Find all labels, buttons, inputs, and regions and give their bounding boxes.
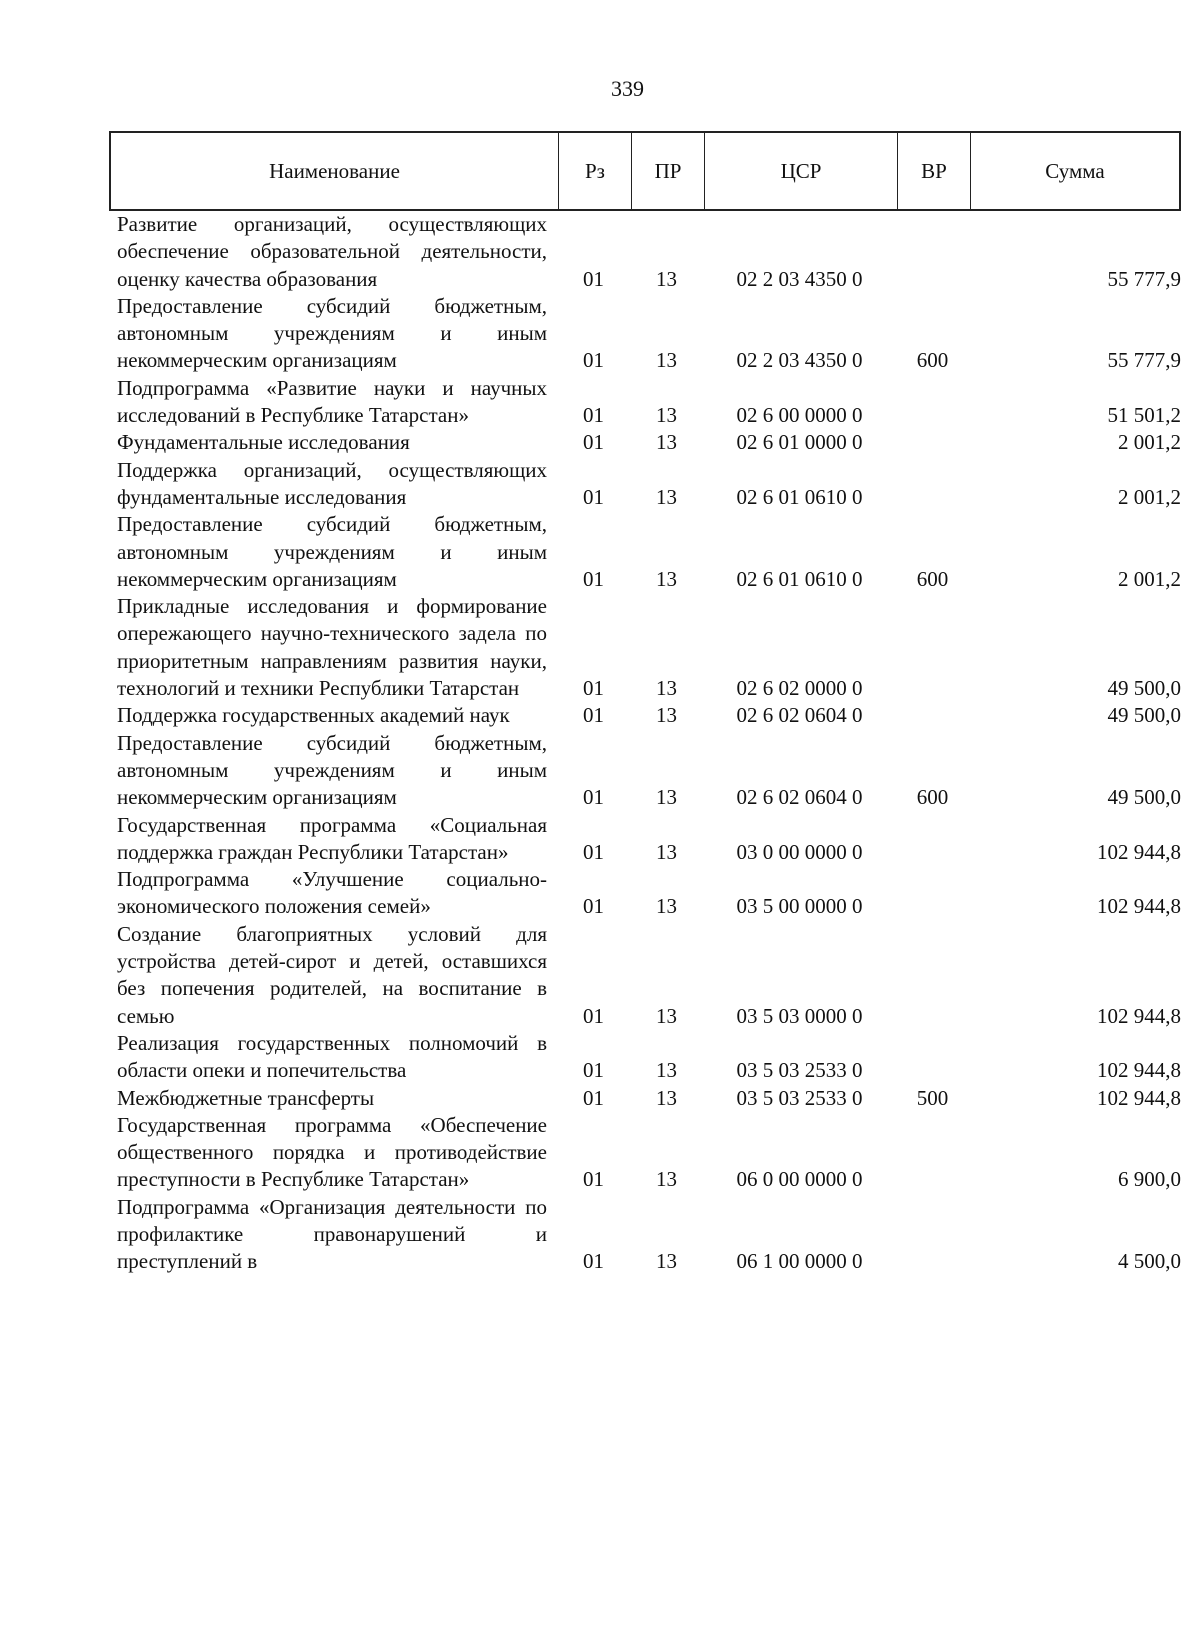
row-csr: 03 0 00 0000 0 [736, 839, 863, 864]
row-sum: 2 001,2 [1118, 430, 1181, 455]
row-sum: 102 944,8 [1097, 839, 1181, 864]
row-pr: 13 [656, 703, 677, 728]
table-row [109, 730, 1181, 812]
row-name: Подпрограмма «Организация деятельности по профилактике правонарушений и преступлений в [117, 1194, 547, 1274]
row-rz: 01 [583, 430, 604, 455]
row-pr: 13 [656, 1167, 677, 1192]
header-pr: ПР [632, 133, 705, 209]
header-vr: ВР [898, 133, 971, 209]
row-csr: 03 5 03 2533 0 [736, 1058, 863, 1083]
row-name: Государственная программа «Обеспечение общественного порядка и противодействие преступности в Республике Татарстан» [117, 1112, 547, 1192]
row-csr: 02 2 03 4350 0 [736, 266, 863, 291]
row-pr: 13 [656, 839, 677, 864]
row-pr: 13 [656, 676, 677, 701]
row-sum: 2 001,2 [1118, 566, 1181, 591]
header-rz: Рз [559, 133, 632, 209]
row-rz: 01 [583, 839, 604, 864]
row-vr: 600 [916, 348, 949, 373]
row-vr: 600 [916, 785, 949, 810]
row-name: Развитие организаций, осуществляющих обеспечение образовательной деятельности, оценку качества образования [117, 212, 547, 291]
table-row [109, 211, 1181, 293]
row-pr: 13 [656, 430, 677, 455]
table-row [109, 293, 1181, 375]
row-sum: 49 500,0 [1107, 785, 1181, 810]
row-name: Реализация государственных полномочий в области опеки и попечительства [117, 1030, 547, 1083]
row-name: Предоставление субсидий бюджетным, автономным учреждениям и иным некоммерческим организациям [117, 730, 547, 810]
row-rz: 01 [583, 1058, 604, 1083]
row-csr: 06 1 00 0000 0 [736, 1249, 863, 1274]
row-pr: 13 [656, 1249, 677, 1274]
row-pr: 13 [656, 484, 677, 509]
row-csr: 02 6 02 0604 0 [736, 703, 863, 728]
row-sum: 102 944,8 [1097, 1003, 1181, 1028]
row-pr: 13 [656, 348, 677, 373]
row-pr: 13 [656, 1058, 677, 1083]
header-name: Наименование [111, 133, 559, 209]
row-pr: 13 [656, 1003, 677, 1028]
table-row [109, 812, 1181, 867]
row-csr: 02 6 02 0604 0 [736, 785, 863, 810]
row-vr: 500 [916, 1085, 949, 1110]
row-csr: 06 0 00 0000 0 [736, 1167, 863, 1192]
row-sum: 55 777,9 [1107, 266, 1181, 291]
row-sum: 4 500,0 [1118, 1249, 1181, 1274]
row-rz: 01 [583, 348, 604, 373]
budget-table [109, 131, 1181, 1276]
row-pr: 13 [656, 403, 677, 428]
row-rz: 01 [583, 894, 604, 919]
row-name: Создание благоприятных условий для устройства детей-сирот и детей, оставшихся без попечения родителей, на воспитание в семью [117, 921, 547, 1028]
row-sum: 2 001,2 [1118, 484, 1181, 509]
table-row [109, 593, 1181, 702]
row-pr: 13 [656, 894, 677, 919]
row-rz: 01 [583, 266, 604, 291]
row-name: Предоставление субсидий бюджетным, автономным учреждениям и иным некоммерческим организациям [117, 293, 547, 373]
row-name: Подпрограмма «Улучшение социально-экономического положения семей» [117, 867, 547, 919]
row-name: Фундаментальные исследования [117, 430, 410, 455]
row-csr: 03 5 03 0000 0 [736, 1003, 863, 1028]
row-name: Межбюджетные трансферты [117, 1085, 375, 1110]
row-rz: 01 [583, 1003, 604, 1028]
row-sum: 6 900,0 [1118, 1167, 1181, 1192]
row-name: Прикладные исследования и формирование опережающего научно-технического задела по приоритетным направлениям развития науки, технологий и техники Республики Татарстан [117, 594, 547, 701]
row-name: Поддержка государственных академий наук [117, 703, 510, 728]
row-sum: 49 500,0 [1107, 676, 1181, 701]
header-csr: ЦСР [705, 133, 898, 209]
row-csr: 02 6 00 0000 0 [736, 403, 863, 428]
row-csr: 02 2 03 4350 0 [736, 348, 863, 373]
row-sum: 102 944,8 [1097, 1058, 1181, 1083]
row-name: Предоставление субсидий бюджетным, автономным учреждениям и иным некоммерческим организациям [117, 512, 547, 591]
row-sum: 102 944,8 [1097, 1085, 1181, 1110]
table-row [109, 511, 1181, 593]
page-number: 339 [611, 76, 644, 101]
row-pr: 13 [656, 785, 677, 810]
table-row [109, 866, 1181, 921]
table-header [109, 131, 1181, 211]
row-rz: 01 [583, 484, 604, 509]
row-rz: 01 [583, 785, 604, 810]
row-rz: 01 [583, 676, 604, 701]
table-body [109, 211, 1181, 1276]
row-csr: 02 6 01 0610 0 [736, 566, 863, 591]
row-sum: 51 501,2 [1107, 403, 1181, 428]
row-pr: 13 [656, 1085, 677, 1110]
row-csr: 02 6 01 0610 0 [736, 484, 863, 509]
table-row [109, 429, 1181, 456]
row-csr: 02 6 01 0000 0 [736, 430, 863, 455]
row-name: Подпрограмма «Развитие науки и научных исследований в Республике Татарстан» [117, 375, 547, 428]
table-row [109, 702, 1181, 729]
table-row [109, 1194, 1181, 1276]
row-pr: 13 [656, 266, 677, 291]
row-pr: 13 [656, 566, 677, 591]
table-row [109, 921, 1181, 1030]
row-csr: 03 5 03 2533 0 [736, 1085, 863, 1110]
row-rz: 01 [583, 703, 604, 728]
row-rz: 01 [583, 1249, 604, 1274]
row-csr: 02 6 02 0000 0 [736, 676, 863, 701]
row-sum: 102 944,8 [1097, 894, 1181, 919]
row-vr: 600 [916, 566, 949, 591]
row-rz: 01 [583, 403, 604, 428]
row-rz: 01 [583, 1167, 604, 1192]
row-rz: 01 [583, 1085, 604, 1110]
row-rz: 01 [583, 566, 604, 591]
table-row [109, 375, 1181, 430]
table-row [109, 1085, 1181, 1112]
row-sum: 55 777,9 [1107, 348, 1181, 373]
header-sum: Сумма [1045, 158, 1105, 183]
table-row [109, 457, 1181, 512]
row-sum: 49 500,0 [1107, 703, 1181, 728]
row-name: Поддержка организаций, осуществляющих фундаментальные исследования [117, 457, 547, 509]
row-name: Государственная программа «Социальная поддержка граждан Республики Татарстан» [117, 812, 547, 864]
table-row [109, 1030, 1181, 1085]
row-csr: 03 5 00 0000 0 [736, 894, 863, 919]
table-row [109, 1112, 1181, 1194]
